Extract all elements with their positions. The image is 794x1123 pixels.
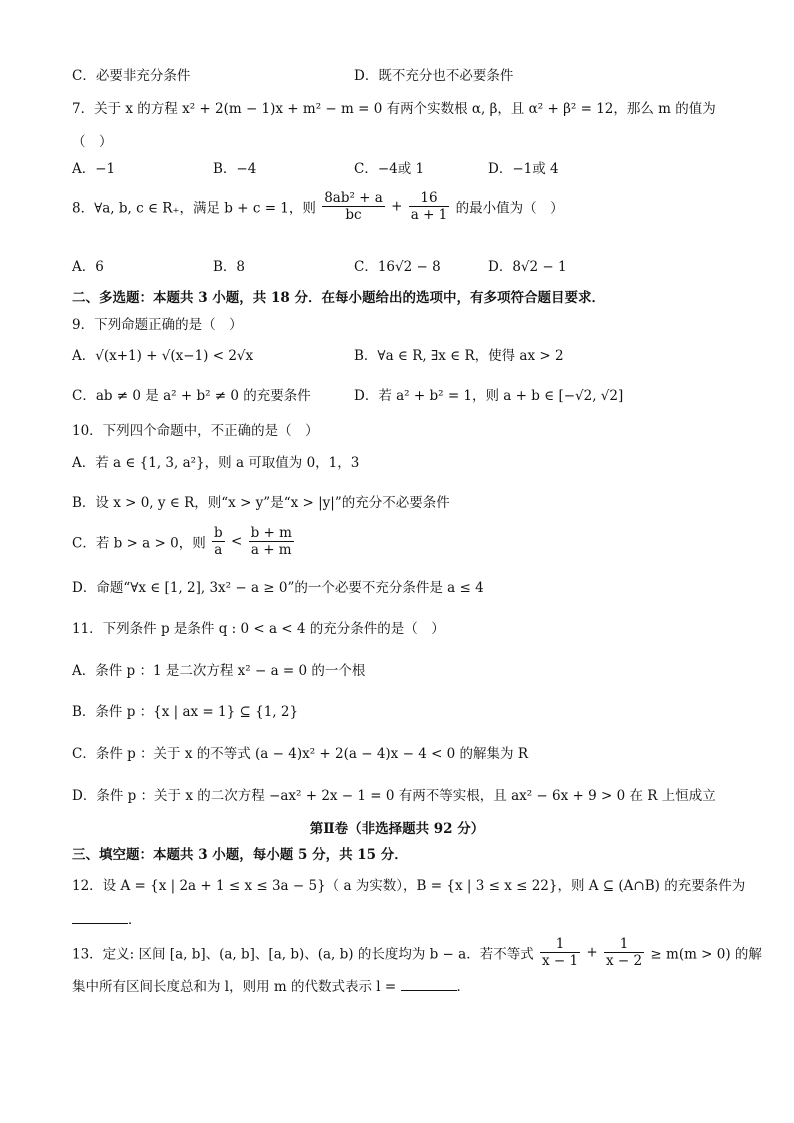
q8-option-d: D．8√2 − 1	[488, 259, 567, 275]
q9-option-b: B．∀a ∈ R, ∃x ∈ R，使得 ax > 2	[354, 348, 564, 364]
q13-fraction-1	[540, 936, 580, 969]
q8-option-b: B．8	[213, 259, 246, 275]
q7-option-c: C．−4或 1	[354, 161, 425, 177]
part2-title: 第Ⅱ卷（非选择题共 92 分）	[309, 821, 485, 837]
q11-option-c: C．条件 p ：关于 x 的不等式 (a − 4)x² + 2(a − 4)x − 4 < 0 的解集为 R	[72, 746, 529, 762]
q10-c-frac2-denominator: a + m	[250, 542, 292, 558]
q12-answer-blank[interactable]	[72, 911, 128, 924]
q10-c-fraction-2	[249, 525, 294, 558]
q11-option-b: B．条件 p ：{x | ax = 1} ⊆ {1, 2}	[72, 704, 299, 720]
q12-stem: 12．设 A = {x | 2a + 1 ≤ x ≤ 3a − 5}（ a 为实数），B = {x | 3 ≤ x ≤ 22}，则 A ⊆ (A∩B) 的充要条件为	[72, 878, 746, 894]
q7-paren: （ ）	[72, 134, 113, 150]
q7-option-a: A．−1	[72, 161, 116, 177]
section-multiple-choice-heading: 二、多选题：本题共 3 小题，共 18 分．在每小题给出的选项中，有多项符合题目要求．	[72, 290, 605, 306]
q13-frac2-denominator: x − 2	[606, 953, 643, 969]
q10-c-fraction-1	[212, 525, 225, 558]
q10-option-d: D．命题“∀x ∈ [1, 2], 3x² − a ≥ 0”的一个必要不充分条件是 a ≤ 4	[72, 580, 484, 596]
q8-fraction-1	[322, 190, 385, 223]
q10-stem: 10．下列四个命题中，不正确的是（ ）	[72, 423, 319, 439]
q10-c-frac1-numerator: b	[214, 525, 223, 541]
q8-frac1-numerator: 8ab² + a	[324, 190, 383, 206]
q13-frac2-numerator: 1	[604, 936, 644, 953]
q8-option-a: A．6	[72, 259, 104, 275]
q6-option-c: C．必要非充分条件	[72, 68, 191, 84]
q8-fraction-2	[409, 190, 450, 223]
q8-stem	[72, 190, 564, 223]
q13-line2-prefix: 集中所有区间长度总和为 l，则用 m 的代数式表示 l =	[72, 979, 397, 995]
q8-frac2-numerator: 16	[409, 190, 450, 207]
section-fill-in-heading: 三、填空题：本题共 3 小题，每小题 5 分，共 15 分．	[72, 847, 408, 863]
q10-c-less-than: <	[230, 533, 243, 550]
q11-stem: 11．下列条件 p 是条件 q : 0 < a < 4 的充分条件的是（ ）	[72, 621, 445, 637]
q13-frac1-denominator: x − 1	[542, 953, 579, 969]
q7-option-b: B．−4	[213, 161, 257, 177]
q10-option-c	[72, 525, 296, 558]
q8-frac2-denominator: a + 1	[410, 207, 448, 223]
q7-option-d: D．−1或 4	[488, 161, 559, 177]
q10-option-a: A．若 a ∈ {1, 3, a²}，则 a 可取值为 0，1，3	[72, 455, 360, 471]
q12-tail: ．	[128, 912, 142, 928]
q9-option-c: C．ab ≠ 0 是 a² + b² ≠ 0 的充要条件	[72, 388, 311, 404]
q13-answer-blank[interactable]	[401, 978, 457, 991]
q9-option-d: D．若 a² + b² = 1，则 a + b ∈ [−√2, √2]	[354, 388, 624, 404]
q13-stem-prefix: 13．定义: 区间 [a, b]、(a, b]、[a, b)、(a, b) 的长度均为 b − a．若不等式	[72, 946, 534, 963]
q6-option-d: D．既不充分也不必要条件	[354, 68, 514, 84]
q8-plus: +	[391, 198, 403, 215]
q8-stem-suffix: 的最小值为（ ）	[455, 200, 564, 217]
q10-option-b: B．设 x > 0, y ∈ R，则“x > y”是“x > |y|”的充分不必要条件	[72, 495, 450, 511]
q8-stem-prefix: 8．∀a, b, c ∈ R₊，满足 b + c = 1，则	[72, 200, 316, 217]
q10-c-prefix: C．若 b > a > 0，则	[72, 535, 206, 552]
q8-frac1-denominator: bc	[345, 207, 362, 223]
q13-frac1-numerator: 1	[540, 936, 580, 953]
q11-option-d: D．条件 p ：关于 x 的二次方程 −ax² + 2x − 1 = 0 有两不等实根，且 ax² − 6x + 9 > 0 在 R 上恒成立	[72, 788, 716, 804]
q10-c-frac2-numerator: b + m	[250, 525, 292, 541]
q9-option-a: A．√(x+1) + √(x−1) < 2√x	[72, 348, 254, 364]
q13-line2-suffix: ．	[456, 979, 471, 995]
q13-stem	[72, 936, 762, 969]
q12-answer-line	[72, 908, 142, 928]
q7-stem: 7．关于 x 的方程 x² + 2(m − 1)x + m² − m = 0 有两个实数根 α, β，且 α² + β² = 12，那么 m 的值为	[72, 101, 716, 117]
q13-fraction-2	[604, 936, 644, 969]
q9-stem: 9．下列命题正确的是（ ）	[72, 317, 243, 333]
q13-stem-suffix: ≥ m(m > 0) 的解	[650, 946, 762, 963]
q13-plus: +	[586, 944, 598, 961]
q8-option-c: C．16√2 − 8	[354, 259, 441, 275]
q10-c-frac1-denominator: a	[214, 542, 223, 558]
q13-line2	[72, 975, 470, 995]
q11-option-a: A．条件 p ：1 是二次方程 x² − a = 0 的一个根	[72, 663, 366, 679]
